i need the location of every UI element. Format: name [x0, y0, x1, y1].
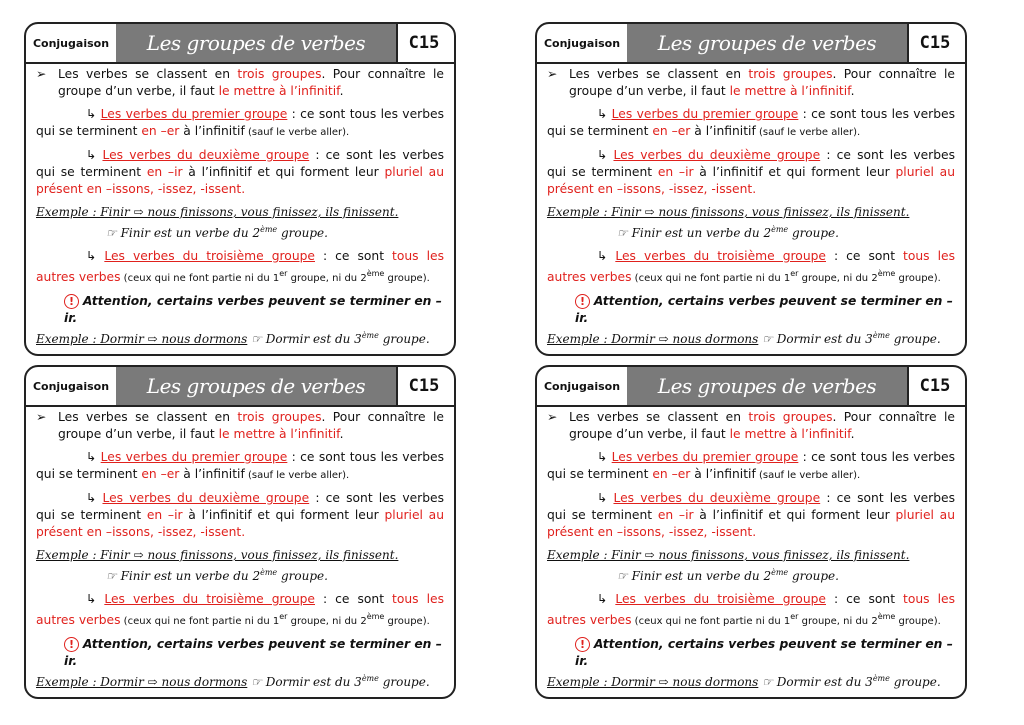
arrow-bullet-icon: ➢ [36, 67, 47, 81]
pointer-icon: ↳ [597, 148, 608, 162]
example-1-note-text: groupe. [788, 569, 839, 583]
intro-text: Les verbes se classent en [569, 67, 749, 81]
superscript: ème [366, 612, 385, 621]
example-2-text: Exemple : Dormir ⇨ nous dormons [547, 332, 759, 347]
example-2-text: Dormir est du 3 [261, 675, 362, 690]
example-2-text: Dormir est du 3 [772, 675, 873, 690]
intro-highlight: trois groupes [748, 67, 833, 81]
intro-text: Les verbes se classent en [58, 67, 238, 81]
group2-text: à l’infinitif et qui forment leur [693, 508, 896, 522]
group3-note: groupe, ni du 2 [287, 273, 367, 285]
intro-text: Les verbes se classent en [58, 410, 238, 424]
intro-highlight: le mettre à l’infinitif [729, 427, 851, 441]
subject-label: Conjugaison [537, 367, 629, 405]
group3-title: Les verbes du troisième groupe [104, 249, 315, 263]
pointer-icon: ↳ [597, 491, 608, 505]
pointer-icon: ↳ [597, 249, 608, 263]
card-content [547, 409, 955, 691]
card-top-right [535, 22, 967, 356]
group1-text: : ce sont tous les verbes qui se terminent [547, 107, 955, 138]
group1-highlight: en –er [141, 124, 180, 138]
warning-line [547, 636, 955, 670]
warning-text: Attention, certains verbes peuvent se terminer en –ir. [64, 637, 442, 669]
superscript: er [790, 269, 799, 278]
group3-note: (ceux qui ne font partie ni du 1 [631, 616, 791, 628]
superscript: er [790, 612, 799, 621]
group2-highlight: pluriel au présent en –issons, -issez, -issent. [547, 508, 956, 539]
example-1 [547, 547, 955, 564]
warning-icon: ! [575, 637, 590, 652]
card-title: Les groupes de verbes [116, 24, 398, 62]
example-2: Exemple : Dormir ⇨ nous dormons ☞ Dormir est du 3ème groupe. [36, 674, 430, 690]
card-header [537, 24, 965, 64]
group3-note: (ceux qui ne font partie ni du 1 [120, 273, 280, 285]
group1-paragraph [547, 106, 955, 141]
example-2-text: Dormir est du 3 [261, 332, 362, 347]
group2-text: : ce sont les verbes qui se terminent [36, 491, 444, 522]
arrow-bullet-icon: ➢ [547, 67, 558, 81]
warning-text: Attention, certains verbes peuvent se terminer en –ir. [575, 294, 953, 326]
arrow-bullet-icon: ➢ [547, 410, 558, 424]
warning-text: Attention, certains verbes peuvent se terminer en –ir. [575, 637, 953, 669]
group3-text: : ce sont [826, 249, 904, 263]
group1-note: (sauf le verbe aller). [755, 470, 861, 481]
card-code: C15 [408, 376, 440, 396]
intro-highlight: trois groupes [237, 67, 322, 81]
intro-text: . Pour connaître le groupe d’un verbe, il faut [58, 410, 444, 441]
card-code: C15 [919, 33, 951, 53]
card-top-left [24, 22, 456, 356]
example-1-note: ☞ Finir est un verbe du 2ème groupe. [106, 568, 328, 583]
group3-paragraph [36, 248, 444, 287]
group2-highlight: pluriel au présent en –issons, -issez, -issent. [36, 508, 445, 539]
example-2-text: groupe. [889, 332, 941, 347]
card-bottom-left [24, 365, 456, 699]
group1-text: à l’infinitif [690, 124, 756, 138]
group2-highlight: en –ir [146, 165, 183, 179]
pointer-icon: ↳ [86, 592, 97, 606]
group1-text: : ce sont tous les verbes qui se terminent [36, 107, 444, 138]
group1-text: à l’infinitif [690, 467, 756, 481]
example-2-text: groupe. [378, 675, 430, 690]
group1-title: Les verbes du premier groupe [611, 107, 799, 121]
group2-paragraph [36, 147, 444, 198]
example-2-text: Dormir est du 3 [772, 332, 873, 347]
group1-highlight: en –er [141, 467, 180, 481]
superscript: ème [361, 674, 379, 684]
example-1 [36, 547, 444, 564]
group3-note: groupe). [895, 616, 941, 628]
superscript: ème [260, 568, 278, 577]
group3-text: : ce sont [315, 592, 393, 606]
group2-title: Les verbes du deuxième groupe [613, 491, 821, 505]
example-1-note-text: groupe. [277, 226, 328, 240]
group2-highlight: en –ir [657, 508, 694, 522]
warning-line [36, 636, 444, 670]
example-1-note: ☞ Finir est un verbe du 2ème groupe. [617, 225, 839, 240]
group1-note: (sauf le verbe aller). [244, 127, 350, 138]
superscript: ème [771, 568, 789, 577]
intro-highlight: trois groupes [237, 410, 322, 424]
intro-text: Les verbes se classent en [569, 410, 749, 424]
card-header [537, 367, 965, 407]
group3-text: : ce sont [826, 592, 904, 606]
group3-note: (ceux qui ne font partie ni du 1 [120, 616, 280, 628]
group2-highlight: pluriel au présent en –issons, -issez, -issent. [547, 165, 956, 196]
group1-text: à l’infinitif [179, 467, 245, 481]
pointer-icon: ↳ [86, 450, 97, 464]
group1-title: Les verbes du premier groupe [611, 450, 799, 464]
example-2-text: Exemple : Dormir ⇨ nous dormons [36, 332, 248, 347]
group1-text: : ce sont tous les verbes qui se terminent [36, 450, 444, 481]
group1-title: Les verbes du premier groupe [100, 107, 288, 121]
superscript: ème [361, 331, 379, 341]
group1-paragraph [547, 449, 955, 484]
intro-bullet [36, 409, 444, 443]
example-1-text: Exemple : Finir ⇨ nous finissons, vous finissez, ils finissent. [547, 548, 910, 562]
example-2-text: Exemple : Dormir ⇨ nous dormons [36, 675, 248, 690]
example-1-note-text: Finir est un verbe du 2 [631, 569, 772, 583]
superscript: ème [771, 225, 789, 234]
group2-highlight: en –ir [146, 508, 183, 522]
group3-text: : ce sont [315, 249, 393, 263]
card-title: Les groupes de verbes [627, 24, 909, 62]
group3-highlight: tous les autres verbes [36, 249, 444, 285]
group1-text: : ce sont tous les verbes qui se terminent [547, 450, 955, 481]
example-1-note-text: Finir est un verbe du 2 [631, 226, 772, 240]
group3-title: Les verbes du troisième groupe [615, 592, 826, 606]
group1-note: (sauf le verbe aller). [755, 127, 861, 138]
card-content [36, 66, 444, 348]
warning-line [547, 293, 955, 327]
arrow-bullet-icon: ➢ [36, 410, 47, 424]
group2-highlight: en –ir [657, 165, 694, 179]
intro-bullet [36, 66, 444, 100]
pointer-icon: ↳ [597, 450, 608, 464]
card-header [26, 367, 454, 407]
group2-paragraph [36, 490, 444, 541]
group2-text: : ce sont les verbes qui se terminent [547, 491, 955, 522]
group3-note: groupe, ni du 2 [287, 616, 367, 628]
intro-text: . [339, 84, 344, 98]
example-1-text: Exemple : Finir ⇨ nous finissons, vous finissez, ils finissent. [36, 205, 399, 219]
group1-highlight: en –er [652, 467, 691, 481]
example-2: Exemple : Dormir ⇨ nous dormons ☞ Dormir est du 3ème groupe. [36, 331, 430, 347]
group3-paragraph [547, 591, 955, 630]
card-header [26, 24, 454, 64]
warning-line [36, 293, 444, 327]
intro-bullet [547, 409, 955, 443]
pointer-icon: ↳ [86, 249, 97, 263]
example-1-note-text: Finir est un verbe du 2 [120, 226, 261, 240]
warning-icon: ! [64, 637, 79, 652]
group3-highlight: tous les autres verbes [36, 592, 444, 628]
warning-icon: ! [575, 294, 590, 309]
group2-paragraph [547, 147, 955, 198]
group2-title: Les verbes du deuxième groupe [613, 148, 821, 162]
group2-text: à l’infinitif et qui forment leur [693, 165, 896, 179]
subject-label: Conjugaison [26, 24, 118, 62]
example-1 [547, 204, 955, 221]
group2-text: à l’infinitif et qui forment leur [182, 165, 385, 179]
card-bottom-right [535, 365, 967, 699]
group3-note: groupe, ni du 2 [798, 616, 878, 628]
group3-paragraph [547, 248, 955, 287]
group3-note: groupe). [895, 273, 941, 285]
superscript: ème [872, 674, 890, 684]
intro-text: . Pour connaître le groupe d’un verbe, il faut [569, 67, 955, 98]
example-2-text: Exemple : Dormir ⇨ nous dormons [547, 675, 759, 690]
example-2: Exemple : Dormir ⇨ nous dormons ☞ Dormir est du 3ème groupe. [547, 331, 941, 347]
group3-note: (ceux qui ne font partie ni du 1 [631, 273, 791, 285]
group3-highlight: tous les autres verbes [547, 249, 955, 285]
example-1-note: ☞ Finir est un verbe du 2ème groupe. [106, 225, 328, 240]
pointer-icon: ↳ [86, 107, 97, 121]
superscript: ème [366, 269, 385, 278]
card-title: Les groupes de verbes [116, 367, 398, 405]
superscript: ème [877, 269, 896, 278]
warning-icon: ! [64, 294, 79, 309]
intro-bullet [547, 66, 955, 100]
pointer-icon: ↳ [597, 107, 608, 121]
superscript: ème [872, 331, 890, 341]
pointer-icon: ↳ [86, 491, 97, 505]
superscript: er [279, 269, 288, 278]
group1-highlight: en –er [652, 124, 691, 138]
superscript: er [279, 612, 288, 621]
example-1-note-text: groupe. [277, 569, 328, 583]
card-content [547, 66, 955, 348]
intro-highlight: le mettre à l’infinitif [218, 84, 340, 98]
intro-text: . [850, 427, 855, 441]
example-2-text: groupe. [889, 675, 941, 690]
warning-text: Attention, certains verbes peuvent se terminer en –ir. [64, 294, 442, 326]
intro-text: . [339, 427, 344, 441]
group2-paragraph [547, 490, 955, 541]
group1-title: Les verbes du premier groupe [100, 450, 288, 464]
intro-highlight: le mettre à l’infinitif [218, 427, 340, 441]
group2-title: Les verbes du deuxième groupe [102, 491, 310, 505]
intro-text: . Pour connaître le groupe d’un verbe, il faut [58, 67, 444, 98]
group3-title: Les verbes du troisième groupe [104, 592, 315, 606]
example-1-text: Exemple : Finir ⇨ nous finissons, vous finissez, ils finissent. [547, 205, 910, 219]
intro-highlight: trois groupes [748, 410, 833, 424]
example-1-note-text: Finir est un verbe du 2 [120, 569, 261, 583]
subject-label: Conjugaison [26, 367, 118, 405]
example-1-note-text: groupe. [788, 226, 839, 240]
superscript: ème [260, 225, 278, 234]
pointer-icon: ↳ [597, 592, 608, 606]
group2-title: Les verbes du deuxième groupe [102, 148, 310, 162]
example-1 [36, 204, 444, 221]
example-2: Exemple : Dormir ⇨ nous dormons ☞ Dormir est du 3ème groupe. [547, 674, 941, 690]
superscript: ème [877, 612, 896, 621]
card-title: Les groupes de verbes [627, 367, 909, 405]
group3-note: groupe). [384, 616, 430, 628]
group3-highlight: tous les autres verbes [547, 592, 955, 628]
group1-paragraph [36, 449, 444, 484]
example-1-note: ☞ Finir est un verbe du 2ème groupe. [617, 568, 839, 583]
card-code: C15 [919, 376, 951, 396]
group2-highlight: pluriel au présent en –issons, -issez, -issent. [36, 165, 445, 196]
group3-paragraph [36, 591, 444, 630]
intro-text: . [850, 84, 855, 98]
group2-text: à l’infinitif et qui forment leur [182, 508, 385, 522]
group2-text: : ce sont les verbes qui se terminent [547, 148, 955, 179]
group1-note: (sauf le verbe aller). [244, 470, 350, 481]
example-2-text: groupe. [378, 332, 430, 347]
group3-note: groupe, ni du 2 [798, 273, 878, 285]
group3-note: groupe). [384, 273, 430, 285]
card-content [36, 409, 444, 691]
example-1-text: Exemple : Finir ⇨ nous finissons, vous finissez, ils finissent. [36, 548, 399, 562]
subject-label: Conjugaison [537, 24, 629, 62]
intro-highlight: le mettre à l’infinitif [729, 84, 851, 98]
group1-paragraph [36, 106, 444, 141]
group1-text: à l’infinitif [179, 124, 245, 138]
pointer-icon: ↳ [86, 148, 97, 162]
group2-text: : ce sont les verbes qui se terminent [36, 148, 444, 179]
card-code: C15 [408, 33, 440, 53]
group3-title: Les verbes du troisième groupe [615, 249, 826, 263]
intro-text: . Pour connaître le groupe d’un verbe, il faut [569, 410, 955, 441]
